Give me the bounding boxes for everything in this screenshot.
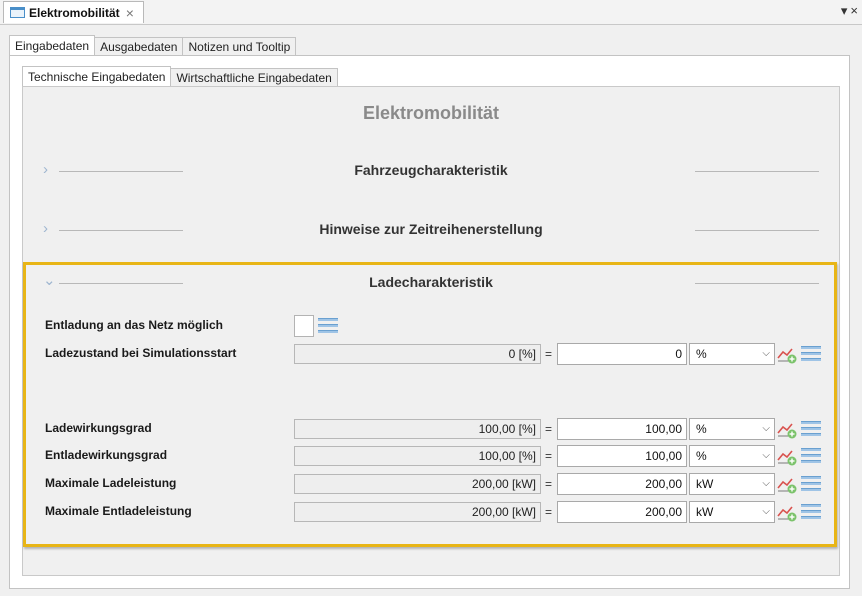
divider [695, 283, 819, 284]
tab-notizen[interactable]: Notizen und Tooltip [182, 37, 296, 56]
list-menu-icon[interactable] [318, 318, 338, 334]
param-readout: 200,00 [kW] [294, 502, 541, 522]
tab-technische-eingabedaten[interactable]: Technische Eingabedaten [22, 66, 171, 87]
document-tab-title: Elektromobilität [29, 5, 120, 20]
timeseries-chart-icon[interactable] [777, 446, 799, 466]
equals-sign: = [545, 477, 553, 491]
param-value-input[interactable]: 200,00 [557, 473, 687, 495]
close-icon[interactable]: × [125, 4, 134, 21]
chevron-down-icon: ⌵ [762, 478, 770, 489]
equals-sign: = [545, 422, 553, 436]
unit-select[interactable] [689, 501, 775, 523]
section-hinweise[interactable] [23, 220, 839, 260]
sub-tabs [22, 66, 337, 87]
document-tab-bar [0, 0, 862, 25]
document-icon [10, 7, 25, 18]
param-readout: 0 [%] [294, 344, 541, 364]
pin-dropdown-icon[interactable]: ▾ [840, 3, 848, 18]
unit-select[interactable] [689, 418, 775, 440]
chevron-right-icon[interactable]: › [43, 161, 48, 178]
unit-value: % [696, 449, 707, 463]
param-label: Entladewirkungsgrad [45, 448, 168, 462]
chevron-down-icon: ⌵ [762, 506, 770, 517]
unit-select[interactable] [689, 473, 775, 495]
param-readout: 200,00 [kW] [294, 474, 541, 494]
param-readout: 100,00 [%] [294, 419, 541, 439]
list-menu-icon[interactable] [801, 448, 821, 464]
param-label: Maximale Entladeleistung [45, 504, 192, 518]
window-controls [841, 3, 858, 19]
unit-select[interactable] [689, 445, 775, 467]
param-label: Ladezustand bei Simulationsstart [45, 346, 237, 360]
timeseries-chart-icon[interactable] [777, 474, 799, 494]
unit-select[interactable] [689, 343, 775, 365]
param-label: Ladewirkungsgrad [45, 421, 152, 435]
section-title: Fahrzeugcharakteristik [354, 162, 508, 178]
equals-sign: = [545, 505, 553, 519]
param-value-input[interactable]: 100,00 [557, 445, 687, 467]
timeseries-chart-icon[interactable] [777, 502, 799, 522]
document-tab[interactable] [3, 1, 144, 23]
unit-value: kW [696, 505, 714, 519]
param-value-input[interactable]: 200,00 [557, 501, 687, 523]
unit-value: kW [696, 477, 714, 491]
entladung-label: Entladung an das Netz möglich [45, 318, 224, 332]
section-fahrzeugcharakteristik[interactable] [23, 161, 839, 201]
divider [695, 171, 819, 172]
timeseries-chart-icon[interactable] [777, 344, 799, 364]
param-readout: 100,00 [%] [294, 446, 541, 466]
section-ladecharakteristik[interactable] [23, 273, 839, 313]
equals-sign: = [545, 449, 553, 463]
divider [695, 230, 819, 231]
timeseries-chart-icon[interactable] [777, 419, 799, 439]
unit-value: % [696, 422, 707, 436]
tab-eingabedaten[interactable]: Eingabedaten [9, 35, 95, 56]
param-label: Maximale Ladeleistung [45, 476, 177, 490]
section-title: Ladecharakteristik [369, 274, 493, 290]
tab-wirtschaftliche-eingabedaten[interactable]: Wirtschaftliche Eingabedaten [170, 68, 337, 87]
entladung-checkbox[interactable] [294, 315, 314, 337]
chevron-down-icon[interactable]: ⌄ [43, 272, 56, 289]
main-tabs [9, 35, 295, 56]
window-close-icon[interactable]: × [850, 3, 858, 18]
chevron-right-icon[interactable]: › [43, 220, 48, 237]
chevron-down-icon: ⌵ [762, 423, 770, 434]
list-menu-icon[interactable] [801, 504, 821, 520]
section-title: Hinweise zur Zeitreihenerstellung [319, 221, 543, 237]
chevron-down-icon: ⌵ [762, 450, 770, 461]
tab-ausgabedaten[interactable]: Ausgabedaten [94, 37, 183, 56]
unit-value: % [696, 347, 707, 361]
list-menu-icon[interactable] [801, 346, 821, 362]
page-title: Elektromobilität [362, 103, 500, 123]
list-menu-icon[interactable] [801, 421, 821, 437]
param-value-input[interactable]: 0 [557, 343, 687, 365]
param-value-input[interactable]: 100,00 [557, 418, 687, 440]
chevron-down-icon: ⌵ [762, 348, 770, 359]
list-menu-icon[interactable] [801, 476, 821, 492]
equals-sign: = [545, 347, 553, 361]
